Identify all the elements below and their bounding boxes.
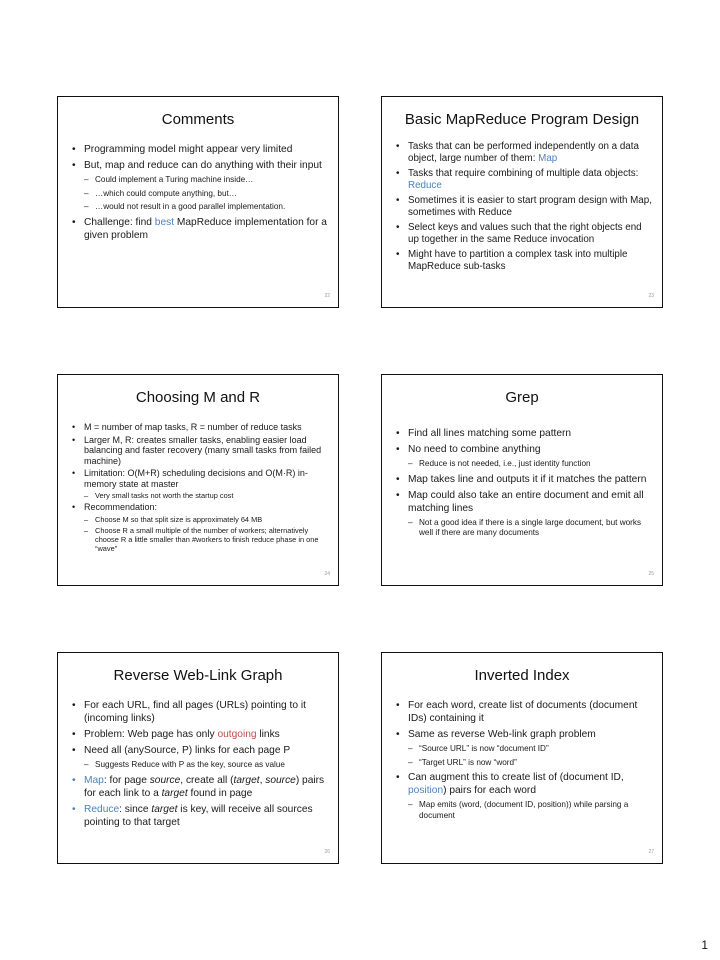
- page-number: 1: [701, 938, 708, 952]
- slide-body: [72, 143, 328, 245]
- sub-bullet: – Choose R a small multiple of the number of workers; alternatively choose R a little smaller than #workers to finish reduce phase in one “wave”: [72, 526, 328, 554]
- slide-title: Comments: [161, 111, 235, 128]
- slide-title: Inverted Index: [474, 667, 570, 684]
- slide-body: [396, 141, 652, 276]
- bullet: • Tasks that require combining of multiple data objects: Reduce: [396, 168, 652, 192]
- bullet: • Select keys and values such that the right objects end up together in the same Reduce invocation: [396, 222, 652, 246]
- bullet-reduce: • Reduce: since target is key, will receive all sources pointing to that target: [72, 803, 328, 829]
- bullet: • Larger M, R: creates smaller tasks, enabling easier load balancing and faster recovery (many small tasks from failed machine): [72, 435, 328, 467]
- bullet: • Can augment this to create list of (document ID, position) pairs for each word: [396, 771, 652, 797]
- slide-grep: [381, 374, 663, 586]
- slide-reverse-web-link-graph: [57, 652, 339, 864]
- sub-bullet: – “Target URL” is now “word”: [396, 758, 652, 769]
- slide-title: Reverse Web-Link Graph: [113, 667, 283, 684]
- bullet: • But, map and reduce can do anything with their input: [72, 159, 328, 172]
- slide-comments: [57, 96, 339, 308]
- bullet: • No need to combine anything: [396, 443, 652, 456]
- slide-title: Grep: [505, 389, 539, 406]
- slide-body: [396, 699, 652, 824]
- bullet: • Sometimes it is easier to start program design with Map, sometimes with Reduce: [396, 195, 652, 219]
- slide-number: 22: [324, 293, 330, 299]
- sub-bullet: – Choose M so that split size is approximately 64 MB: [72, 515, 328, 524]
- slide-choosing-m-r: [57, 374, 339, 586]
- bullet: • Map takes line and outputs it if it matches the pattern: [396, 473, 652, 486]
- sub-bullet: – Reduce is not needed, i.e., just identity function: [396, 459, 652, 470]
- sub-bullet: – Very small tasks not worth the startup cost: [72, 491, 328, 500]
- bullet: • For each URL, find all pages (URLs) pointing to it (incoming links): [72, 699, 328, 725]
- bullet: • Challenge: find best MapReduce implementation for a given problem: [72, 216, 328, 242]
- bullet: • Find all lines matching some pattern: [396, 427, 652, 440]
- highlight-outgoing: outgoing: [217, 729, 257, 740]
- slide-body: [72, 699, 328, 832]
- bullet: • Tasks that can be performed independently on a data object, large number of them: Map: [396, 141, 652, 165]
- slide-number: 27: [648, 849, 654, 855]
- highlight-position: position: [408, 785, 444, 796]
- bullet: • Problem: Web page has only outgoing links: [72, 728, 328, 741]
- slide-title: Choosing M and R: [135, 389, 261, 406]
- bullet: • Same as reverse Web-link graph problem: [396, 728, 652, 741]
- bullet: • Need all (anySource, P) links for each page P: [72, 744, 328, 757]
- bullet: • Programming model might appear very limited: [72, 143, 328, 156]
- slide-program-design: [381, 96, 663, 308]
- highlight-best: best: [154, 216, 175, 228]
- sub-bullet: – …would not result in a good parallel implementation.: [72, 202, 328, 213]
- sub-bullet: – …which could compute anything, but…: [72, 189, 328, 200]
- bullet: • M = number of map tasks, R = number of reduce tasks: [72, 422, 328, 433]
- slide-number: 23: [648, 293, 654, 299]
- bullet: • For each word, create list of documents (document IDs) containing it: [396, 699, 652, 725]
- slide-number: 24: [324, 571, 330, 577]
- sub-bullet: – Could implement a Turing machine inside…: [72, 175, 328, 186]
- slide-number: 26: [324, 849, 330, 855]
- slide-title: Basic MapReduce Program Design: [404, 111, 640, 128]
- bullet: • Map could also take an entire document and emit all matching lines: [396, 489, 652, 515]
- sub-bullet: – Suggests Reduce with P as the key, source as value: [72, 760, 328, 771]
- slide-body: [396, 427, 652, 542]
- slide-number: 25: [648, 571, 654, 577]
- bullet-map: • Map: for page source, create all (target, source) pairs for each link to a target found in page: [72, 774, 328, 800]
- slide-inverted-index: [381, 652, 663, 864]
- slide-body: [72, 422, 328, 556]
- bullet: • Limitation: O(M+R) scheduling decisions and O(M·R) in-memory state at master: [72, 468, 328, 489]
- sub-bullet: – “Source URL” is now “document ID”: [396, 744, 652, 755]
- bullet: • Might have to partition a complex task into multiple MapReduce sub-tasks: [396, 249, 652, 273]
- bullet: • Recommendation:: [72, 502, 328, 513]
- sub-bullet: – Map emits (word, (document ID, position)) while parsing a document: [396, 800, 652, 821]
- sub-bullet: – Not a good idea if there is a single large document, but works well if there are many documents: [396, 518, 652, 539]
